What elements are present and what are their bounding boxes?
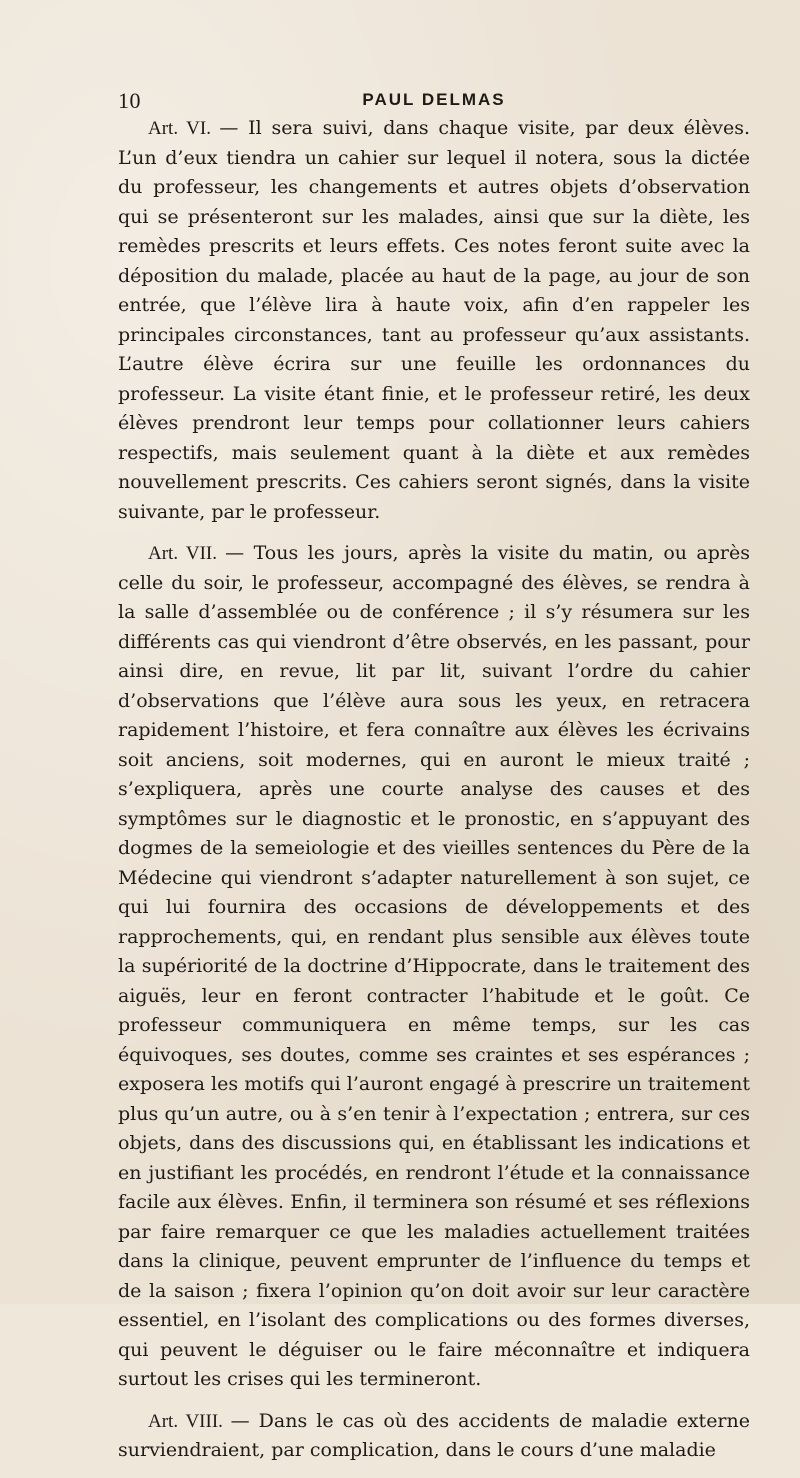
running-title: PAUL DELMAS [362, 90, 506, 109]
text-body [118, 114, 750, 1478]
paragraph-art-vi [118, 114, 750, 527]
paragraph-text: — Dans le cas où des accidents de maladie externe surviendraient, par complication, dans le cours d’une maladie [118, 1409, 750, 1461]
article-heading: Art. VI. [148, 118, 220, 139]
paragraph-art-vii [118, 539, 750, 1395]
paragraph-art-viii [118, 1407, 750, 1466]
article-heading: Art. VII. [148, 543, 226, 564]
paragraph-text: — Tous les jours, après la visite du matin, ou après celle du soir, le professeur, accompagné des élèves, se rendra à la salle d’assemblée ou de conférence ; il s’y résumera sur les différents cas qui viendront d’être observés, en les passant, pour ainsi dire, en revue, lit par lit, suivant l’ordre du cahier d’observations que l’élève aura sous les yeux, en retracera rapidement l’histoire, et fera connaître aux élèves les écrivains soit anciens, soit modernes, qui en auront le mieux traité ; s’expliquera, après une courte analyse des causes et des symptômes sur le diagnostic et le pronostic, en s’appuyant des dogmes de la semeiologie et des vieilles sentences du Père de la Médecine qui viendront s’adapter naturellement à son sujet, ce qui lui fournira des occasions de développements et des rapprochements, qui, en rendant plus sensible aux élèves toute la supériorité de la doctrine d’Hippocrate, dans le traitement des aiguës, leur en feront contracter l’habitude et le goût. Ce professeur communiquera en même temps, sur les cas équivoques, ses doutes, comme ses craintes et ses espérances ; exposera les motifs qui l’auront engagé à prescrire un traitement plus qu’un autre, ou à s’en tenir à l’expectation ; entrera, sur ces objets, dans des discussions qui, en établissant les indications et en justifiant les procédés, en rendront l’étude et la connaissance facile aux élèves. Enfin, il terminera son résumé et ses réflexions par faire remarquer ce que les maladies actuellement traitées dans la clinique, peuvent emprunter de l’influence du temps et de la saison ; fixera l’opinion qu’on doit avoir sur leur caractère essentiel, en l’isolant des complications ou des formes diverses, qui peuvent le déguiser ou le faire méconnaître et indiquera surtout les crises qui les termineront. [118, 542, 751, 1390]
paragraph-text: — Il sera suivi, dans chaque visite, par deux élèves. L’un d’eux tiendra un cahier sur lequel il notera, sous la dictée du professeur, les changements et autres objets d’observation qui se présenteront sur les malades, ainsi que sur la diète, les remèdes prescrits et leurs effets. Ces notes feront suite avec la déposition du malade, placée au haut de la page, au jour de son entrée, que l’élève lira à haute voix, afin d’en rappeler les principales circonstances, tant au professeur qu’aux assistants. L’autre élève écrira sur une feuille les ordonnances du professeur. La visite étant finie, et le professeur retiré, les deux élèves prendront leur temps pour collationner leurs cahiers respectifs, mais seulement quant à la diète et aux remèdes nouvellement prescrits. Ces cahiers seront signés, dans la visite suivante, par le professeur. [118, 117, 750, 523]
running-head [118, 88, 750, 116]
article-heading: Art. VIII. [148, 1410, 231, 1432]
page-number: 10 [118, 88, 141, 113]
